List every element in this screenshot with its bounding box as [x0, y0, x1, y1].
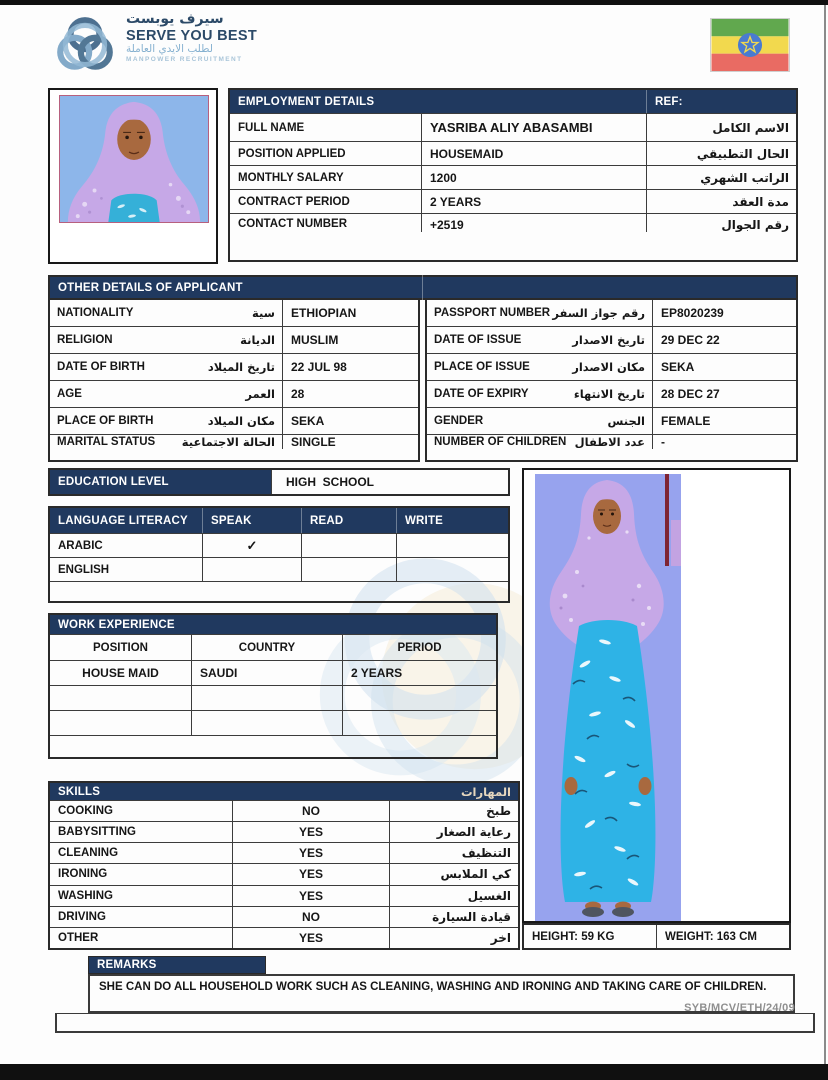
field-label-arabic: رقم الجوال: [721, 218, 789, 232]
language-literacy-table: [48, 506, 510, 603]
logo-arabic-title: سيرف يوبست: [126, 11, 224, 27]
experience-position: [50, 711, 192, 735]
field-label: POSITION APPLIED: [230, 142, 422, 165]
field-value: -: [661, 435, 665, 449]
field-label: GENDER: [434, 415, 484, 427]
field-label: NATIONALITY: [57, 307, 134, 319]
applicant-fullbody-frame: [522, 468, 791, 923]
skills-header-arabic: المهارات: [461, 784, 511, 799]
field-label: CONTACT NUMBER: [230, 214, 422, 232]
field-label-arabic: مكان الميلاد: [207, 414, 275, 428]
skill-name-arabic: التنظيف: [461, 846, 511, 861]
field-label-arabic: الاسم الكامل: [712, 120, 789, 135]
language-name: ENGLISH: [50, 558, 203, 581]
field-label: PASSPORT NUMBER: [434, 307, 551, 319]
skill-value: YES: [233, 822, 390, 842]
field-label: NUMBER OF CHILDREN: [434, 436, 567, 448]
field-label: MONTHLY SALARY: [230, 166, 422, 189]
skill-value: YES: [233, 886, 390, 906]
applicant-portrait-frame: [48, 88, 218, 264]
field-label: AGE: [57, 388, 82, 400]
column-header: READ: [302, 508, 397, 533]
field-label: PLACE OF ISSUE: [434, 361, 530, 373]
speak-checkbox: [203, 558, 302, 581]
field-label: DATE OF EXPIRY: [434, 388, 529, 400]
logo-knot-icon: [52, 12, 118, 80]
agency-logo: [52, 12, 282, 84]
experience-country: SAUDI: [192, 661, 343, 685]
column-header: PERIOD: [397, 641, 442, 654]
work-experience-header: WORK EXPERIENCE: [58, 618, 175, 631]
field-value: SINGLE: [291, 435, 336, 449]
field-label-arabic: العمر: [245, 387, 275, 401]
skill-name: IRONING: [50, 864, 233, 884]
experience-period: [343, 686, 496, 710]
field-value: 22 JUL 98: [291, 360, 347, 374]
skill-name-arabic: طبخ: [486, 804, 511, 819]
ref-label: REF:: [655, 95, 683, 108]
field-value: SEKA: [661, 360, 695, 374]
field-label-arabic: الحال التطبيقي: [696, 146, 789, 161]
field-value: 29 DEC 22: [661, 333, 720, 347]
field-label: PLACE OF BIRTH: [57, 415, 154, 427]
experience-position: HOUSE MAID: [50, 661, 192, 685]
education-level-row: [48, 468, 510, 496]
remarks-empty-row: [55, 1013, 815, 1033]
remarks-header: REMARKS: [88, 956, 266, 974]
field-label-arabic: عدد الاطفال: [574, 435, 645, 449]
skill-value: YES: [233, 843, 390, 863]
skill-name: DRIVING: [50, 907, 233, 927]
field-label-arabic: تاريخ الانتهاء: [573, 387, 645, 401]
field-value: 2 YEARS: [422, 190, 647, 213]
skill-name: CLEANING: [50, 843, 233, 863]
scan-edge-bottom: [0, 1064, 828, 1080]
skill-name: COOKING: [50, 801, 233, 821]
field-value: 28: [291, 387, 305, 401]
field-value: +2519: [422, 214, 647, 232]
skill-value: YES: [233, 928, 390, 948]
field-value: EP8020239: [661, 306, 724, 320]
physique-row: [522, 923, 791, 950]
scan-edge-top: [0, 0, 828, 5]
experience-period: 2 YEARS: [351, 666, 403, 680]
write-checkbox: [397, 558, 508, 581]
height-value: HEIGHT: 59 KG: [524, 925, 657, 948]
document-reference-code: SYB/MCV/ETH/24/09: [684, 1002, 795, 1014]
field-label: MARITAL STATUS: [57, 436, 156, 448]
column-header: SPEAK: [203, 508, 302, 533]
logo-title: SERVE YOU BEST: [126, 27, 257, 44]
field-value: YASRIBA ALIY ABASAMBI: [422, 114, 647, 141]
skill-name-arabic: الغسيل: [467, 888, 511, 903]
column-header: LANGUAGE LITERACY: [50, 508, 203, 533]
scan-edge-right: [824, 5, 826, 1064]
skill-name-arabic: كي الملابس: [440, 867, 511, 882]
skill-name: WASHING: [50, 886, 233, 906]
field-value: FEMALE: [661, 414, 711, 428]
experience-period: [343, 711, 496, 735]
write-checkbox: [397, 534, 508, 557]
column-header: COUNTRY: [192, 635, 343, 660]
field-label-arabic: الحالة الاجتماعية: [181, 435, 275, 449]
field-value: SEKA: [291, 414, 325, 428]
read-checkbox: [302, 534, 397, 557]
field-label: DATE OF ISSUE: [434, 334, 522, 346]
field-label-arabic: الديانة: [240, 333, 275, 347]
field-label-arabic: الجنس: [607, 414, 645, 428]
field-value: MUSLIM: [291, 333, 339, 347]
other-details-right-table: [425, 300, 798, 462]
field-label-arabic: مكان الاصدار: [572, 360, 645, 374]
education-level-value: HIGH SCHOOL: [286, 475, 375, 489]
field-label-arabic: تاريخ الميلاد: [207, 360, 275, 374]
field-label: CONTRACT PERIOD: [230, 190, 422, 213]
logo-arabic-subtitle: لطلب الايدي العاملة: [126, 42, 213, 55]
employment-details-table: [228, 88, 798, 262]
field-label: RELIGION: [57, 334, 113, 346]
experience-position: [50, 686, 192, 710]
skill-name: BABYSITTING: [50, 822, 233, 842]
education-level-label: EDUCATION LEVEL: [50, 470, 272, 494]
skills-table: [48, 781, 520, 950]
field-value: ETHIOPIAN: [291, 306, 357, 320]
field-label-arabic: مدة العقد: [732, 194, 789, 209]
skill-name: OTHER: [50, 928, 233, 948]
field-label-arabic: سية: [252, 306, 275, 320]
field-label: FULL NAME: [230, 114, 422, 141]
skill-name-arabic: قيادة السيارة: [432, 909, 511, 924]
field-label-arabic: رقم جواز السفر: [552, 306, 645, 320]
logo-subtitle: MANPOWER RECRUITMENT: [126, 55, 243, 63]
other-details-left-table: [48, 300, 420, 462]
field-label-arabic: الراتب الشهري: [700, 170, 789, 185]
employment-section-header: EMPLOYMENT DETAILS: [230, 90, 647, 113]
skill-name-arabic: رعاية الصغار: [436, 825, 511, 840]
read-checkbox: [302, 558, 397, 581]
field-value: 1200: [422, 166, 647, 189]
skill-name-arabic: اخر: [490, 930, 511, 945]
skills-header: SKILLS: [58, 785, 101, 798]
field-label-arabic: تاريخ الاصدار: [572, 333, 645, 347]
weight-value: WEIGHT: 163 CM: [665, 930, 758, 943]
applicant-portrait-photo: [59, 95, 209, 223]
skill-value: NO: [233, 907, 390, 927]
other-details-header-text: OTHER DETAILS OF APPLICANT: [58, 281, 243, 294]
column-header: WRITE: [405, 514, 444, 527]
other-details-section-header: [48, 275, 798, 300]
field-label: DATE OF BIRTH: [57, 361, 145, 373]
skill-value: YES: [233, 864, 390, 884]
column-header: POSITION: [50, 635, 192, 660]
remarks-text: SHE CAN DO ALL HOUSEHOLD WORK SUCH AS CLEANING, WASHING AND IRONING AND TAKING CARE OF CHILDREN.: [99, 981, 767, 993]
work-experience-table: [48, 613, 498, 759]
speak-checkbox: ✓: [203, 534, 302, 557]
language-name: ARABIC: [50, 534, 203, 557]
skill-value: NO: [233, 801, 390, 821]
applicant-fullbody-photo: [535, 474, 681, 921]
ethiopia-flag-icon: [710, 18, 790, 72]
experience-country: [192, 686, 343, 710]
experience-country: [192, 711, 343, 735]
field-value: 28 DEC 27: [661, 387, 720, 401]
field-value: HOUSEMAID: [422, 142, 647, 165]
